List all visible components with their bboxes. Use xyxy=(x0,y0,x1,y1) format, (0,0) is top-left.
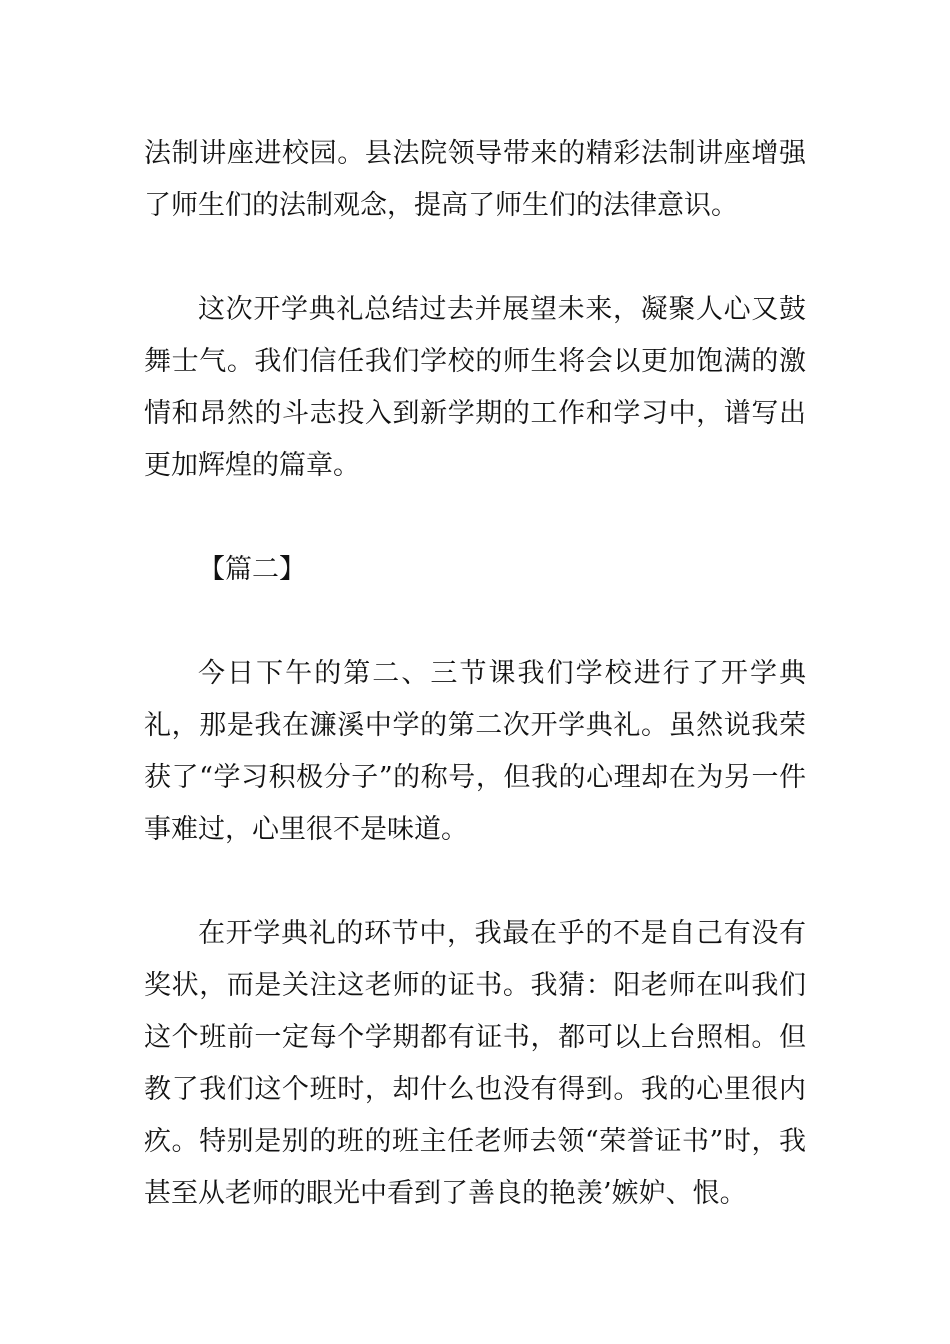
document-body xyxy=(144,128,806,1272)
section-heading-part-two: 【篇二】 xyxy=(198,554,306,585)
paragraph-afternoon-ceremony: 今日下午的第二、三节课我们学校进行了开学典礼，那是我在濂溪中学的第二次开学典礼。虽然说我荣获了“学习积极分子”的称号，但我的心理却在为另一件事难过，心里很不是味道。 xyxy=(144,658,806,845)
paragraph-teacher-certificate: 在开学典礼的环节中，我最在乎的不是自己有没有奖状，而是关注这老师的证书。我猜：阳老师在叫我们这个班前一定每个学期都有证书，都可以上台照相。但教了我们这个班时，却什么也没有得到。我的心里很内疚。特别是别的班的班主任老师去领“荣誉证书”时，我甚至从老师的眼光中看到了善良的艳羡’嫉妒、恨。 xyxy=(144,918,806,1209)
paragraph-ceremony-summary: 这次开学典礼总结过去并展望未来，凝聚人心又鼓舞士气。我们信任我们学校的师生将会以更加饱满的激情和昂然的斗志投入到新学期的工作和学习中，谱写出更加辉煌的篇章。 xyxy=(144,294,806,481)
paragraph-law-lecture: 法制讲座进校园。县法院领导带来的精彩法制讲座增强了师生们的法制观念，提高了师生们的法律意识。 xyxy=(144,138,806,221)
